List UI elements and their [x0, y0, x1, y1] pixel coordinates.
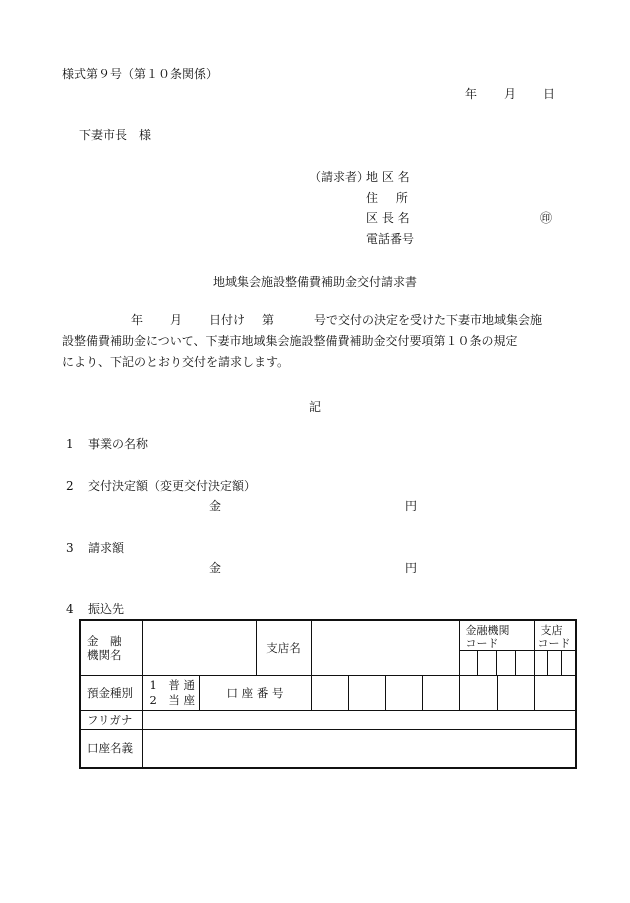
account-digit-5[interactable]	[459, 676, 497, 711]
account-holder-input[interactable]	[142, 730, 576, 768]
branch-code-cell	[534, 620, 576, 676]
body-date-suffix: 日付け	[209, 313, 246, 327]
item-1-number: 1	[66, 437, 74, 451]
institution-code-boxes[interactable]	[460, 651, 534, 675]
institution-name-input[interactable]	[142, 620, 256, 676]
deposit-option-current[interactable]: 2 当 座	[149, 693, 195, 707]
address-label: 住 所	[366, 191, 408, 205]
date-day: 日	[543, 87, 556, 101]
account-digit-7[interactable]	[534, 676, 576, 711]
furigana-input[interactable]	[142, 711, 576, 730]
phone-label: 電話番号	[366, 232, 415, 246]
account-digit-3[interactable]	[385, 676, 422, 711]
bank-transfer-table	[79, 619, 577, 769]
institution-code-label-2: コード	[465, 637, 499, 650]
branch-code-boxes[interactable]	[535, 651, 576, 675]
body-line1-tail: 号で交付の決定を受けた下妻市地域集会施	[314, 313, 543, 327]
branch-name-label: 支店名	[256, 620, 311, 676]
date-month: 月	[504, 87, 517, 101]
item-3-en: 円	[405, 561, 418, 575]
document-title: 地域集会施設整備費補助金交付請求書	[212, 275, 417, 289]
item-4-label: 振込先	[88, 602, 125, 616]
account-digit-2[interactable]	[348, 676, 385, 711]
account-number-label: 口 座 番 号	[199, 676, 311, 711]
addressee: 下妻市長 様	[79, 128, 152, 142]
body-line2: 設整備費補助金について、下妻市地域集会施設整備費補助金交付要項第１０条の規定	[62, 334, 518, 348]
item-2-number: 2	[66, 479, 74, 493]
item-2-en: 円	[405, 499, 418, 513]
branch-code-label-1: 支店	[540, 624, 563, 637]
account-digit-1[interactable]	[311, 676, 348, 711]
institution-name-label-cell	[80, 620, 142, 676]
account-digit-4[interactable]	[422, 676, 459, 711]
item-4-number: 4	[66, 602, 74, 616]
body-month: 月	[170, 313, 183, 327]
district-label: 地 区 名	[366, 170, 410, 184]
ki-mark: 記	[308, 400, 321, 414]
item-2-label: 交付決定額（変更交付決定額）	[88, 479, 257, 493]
item-1-label: 事業の名称	[88, 437, 149, 451]
account-holder-label: 口座名義	[80, 730, 142, 768]
body-year: 年	[131, 313, 144, 327]
deposit-option-ordinary[interactable]: 1 普 通	[149, 678, 195, 692]
item-3-number: 3	[66, 541, 74, 555]
body-line3: により、下記のとおり交付を請求します。	[62, 355, 290, 369]
deposit-type-label: 預金種別	[80, 676, 142, 711]
requester-label: （請求者）	[309, 170, 370, 184]
institution-code-cell	[459, 620, 534, 676]
institution-label-line1: 金 融	[87, 634, 122, 648]
account-digit-6[interactable]	[497, 676, 534, 711]
deposit-type-options[interactable]	[142, 676, 199, 711]
institution-code-label-1: 金融機関	[465, 624, 510, 637]
body-number-prefix: 第	[262, 313, 275, 327]
furigana-label: フリガナ	[80, 711, 142, 730]
seal-mark: ㊞	[540, 211, 553, 225]
branch-code-label-2: コード	[537, 637, 571, 650]
institution-label-line2: 機関名	[87, 648, 122, 662]
date-year: 年	[465, 87, 478, 101]
item-3-label: 請求額	[88, 541, 125, 555]
item-2-kin: 金	[209, 499, 222, 513]
chief-label: 区 長 名	[366, 211, 410, 225]
branch-name-input[interactable]	[311, 620, 459, 676]
form-number: 様式第９号（第１０条関係）	[62, 67, 219, 81]
item-3-kin: 金	[209, 561, 222, 575]
